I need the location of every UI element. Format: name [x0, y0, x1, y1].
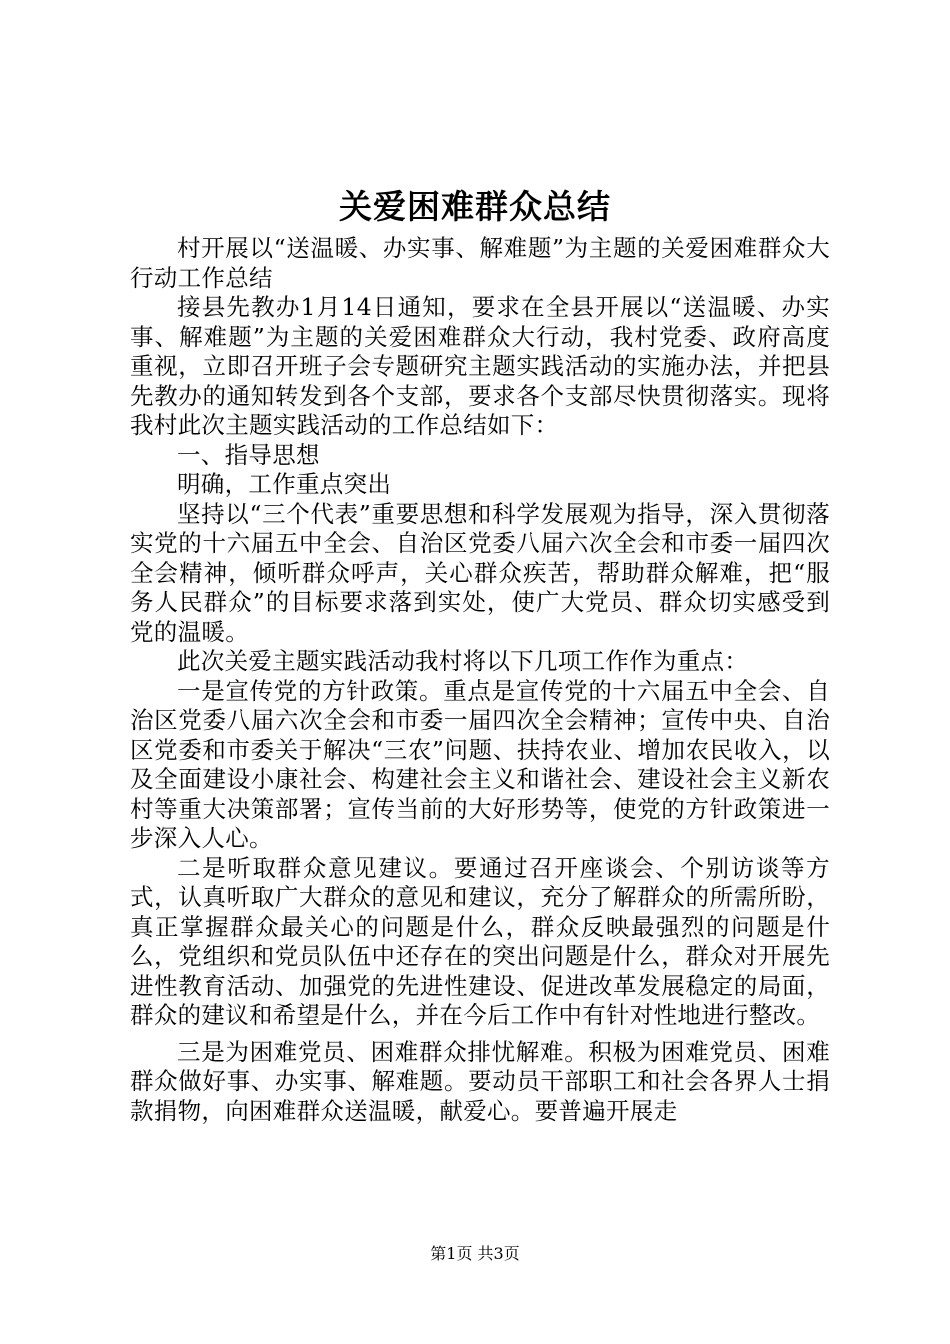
document-title: 关爱困难群众总结 — [339, 187, 611, 226]
paragraph-intro: 村开展以“送温暖、办实事、解难题”为主题的关爱困难群众大行动工作总结 — [130, 234, 830, 292]
page-footer: 第1页 共3页 — [430, 1244, 520, 1263]
paragraph-notice: 接县先教办1月14日通知，要求在全县开展以“送温暖、办实事、解难题”为主题的关爱困难群众大行动，我村党委、政府高度重视，立即召开班子会专题研究主题实践活动的实施办法，并把县先教办的通知转发到各个支部，要求各个支部尽快贯彻落实。现将我村此次主题实践活动的工作总结如下： — [130, 293, 830, 439]
section-heading-guiding-thought: 一、指导思想 — [177, 440, 320, 469]
paragraph-focus-heading: 明确，工作重点突出 — [177, 470, 392, 498]
paragraph-point-three: 三是为困难党员、困难群众排忧解难。积极为困难党员、困难群众做好事、办实事、解难题。要动员干部职工和社会各界人士捐款捐物，向困难群众送温暖，献爱心。要普遍开展走 — [130, 1037, 830, 1125]
paragraph-focus-intro: 此次关爱主题实践活动我村将以下几项工作作为重点： — [177, 647, 749, 675]
document-body — [130, 234, 830, 1126]
paragraph-point-two: 二是听取群众意见建议。要通过召开座谈会、个别访谈等方式，认真听取广大群众的意见和建议，充分了解群众的所需所盼，真正掌握群众最关心的问题是什么，群众反映最强烈的问题是什么，党组织和党员队伍中还存在的突出问题是什么，群众对开展先进性教育活动、加强党的先进性建设、促进改革发展稳定的局面，群众的建议和希望是什么，并在今后工作中有针对性地进行整改。 — [130, 853, 830, 1029]
paragraph-guiding-principles: 坚持以“三个代表”重要思想和科学发展观为指导，深入贯彻落实党的十六届五中全会、自治区党委八届六次全会和市委一届四次全会精神，倾听群众呼声，关心群众疾苦，帮助群众解难，把“服务人民群众”的目标要求落到实处，使广大党员、群众切实感受到党的温暖。 — [130, 499, 830, 646]
paragraph-point-one: 一是宣传党的方针政策。重点是宣传党的十六届五中全会、自治区党委八届六次全会和市委一届四次全会精神；宣传中央、自治区党委和市委关于解决“三农”问题、扶持农业、增加农民收入，以及全面建设小康社会、构建社会主义和谐社会、建设社会主义新农村等重大决策部署；宣传当前的大好形势等，使党的方针政策进一步深入人心。 — [130, 676, 830, 852]
